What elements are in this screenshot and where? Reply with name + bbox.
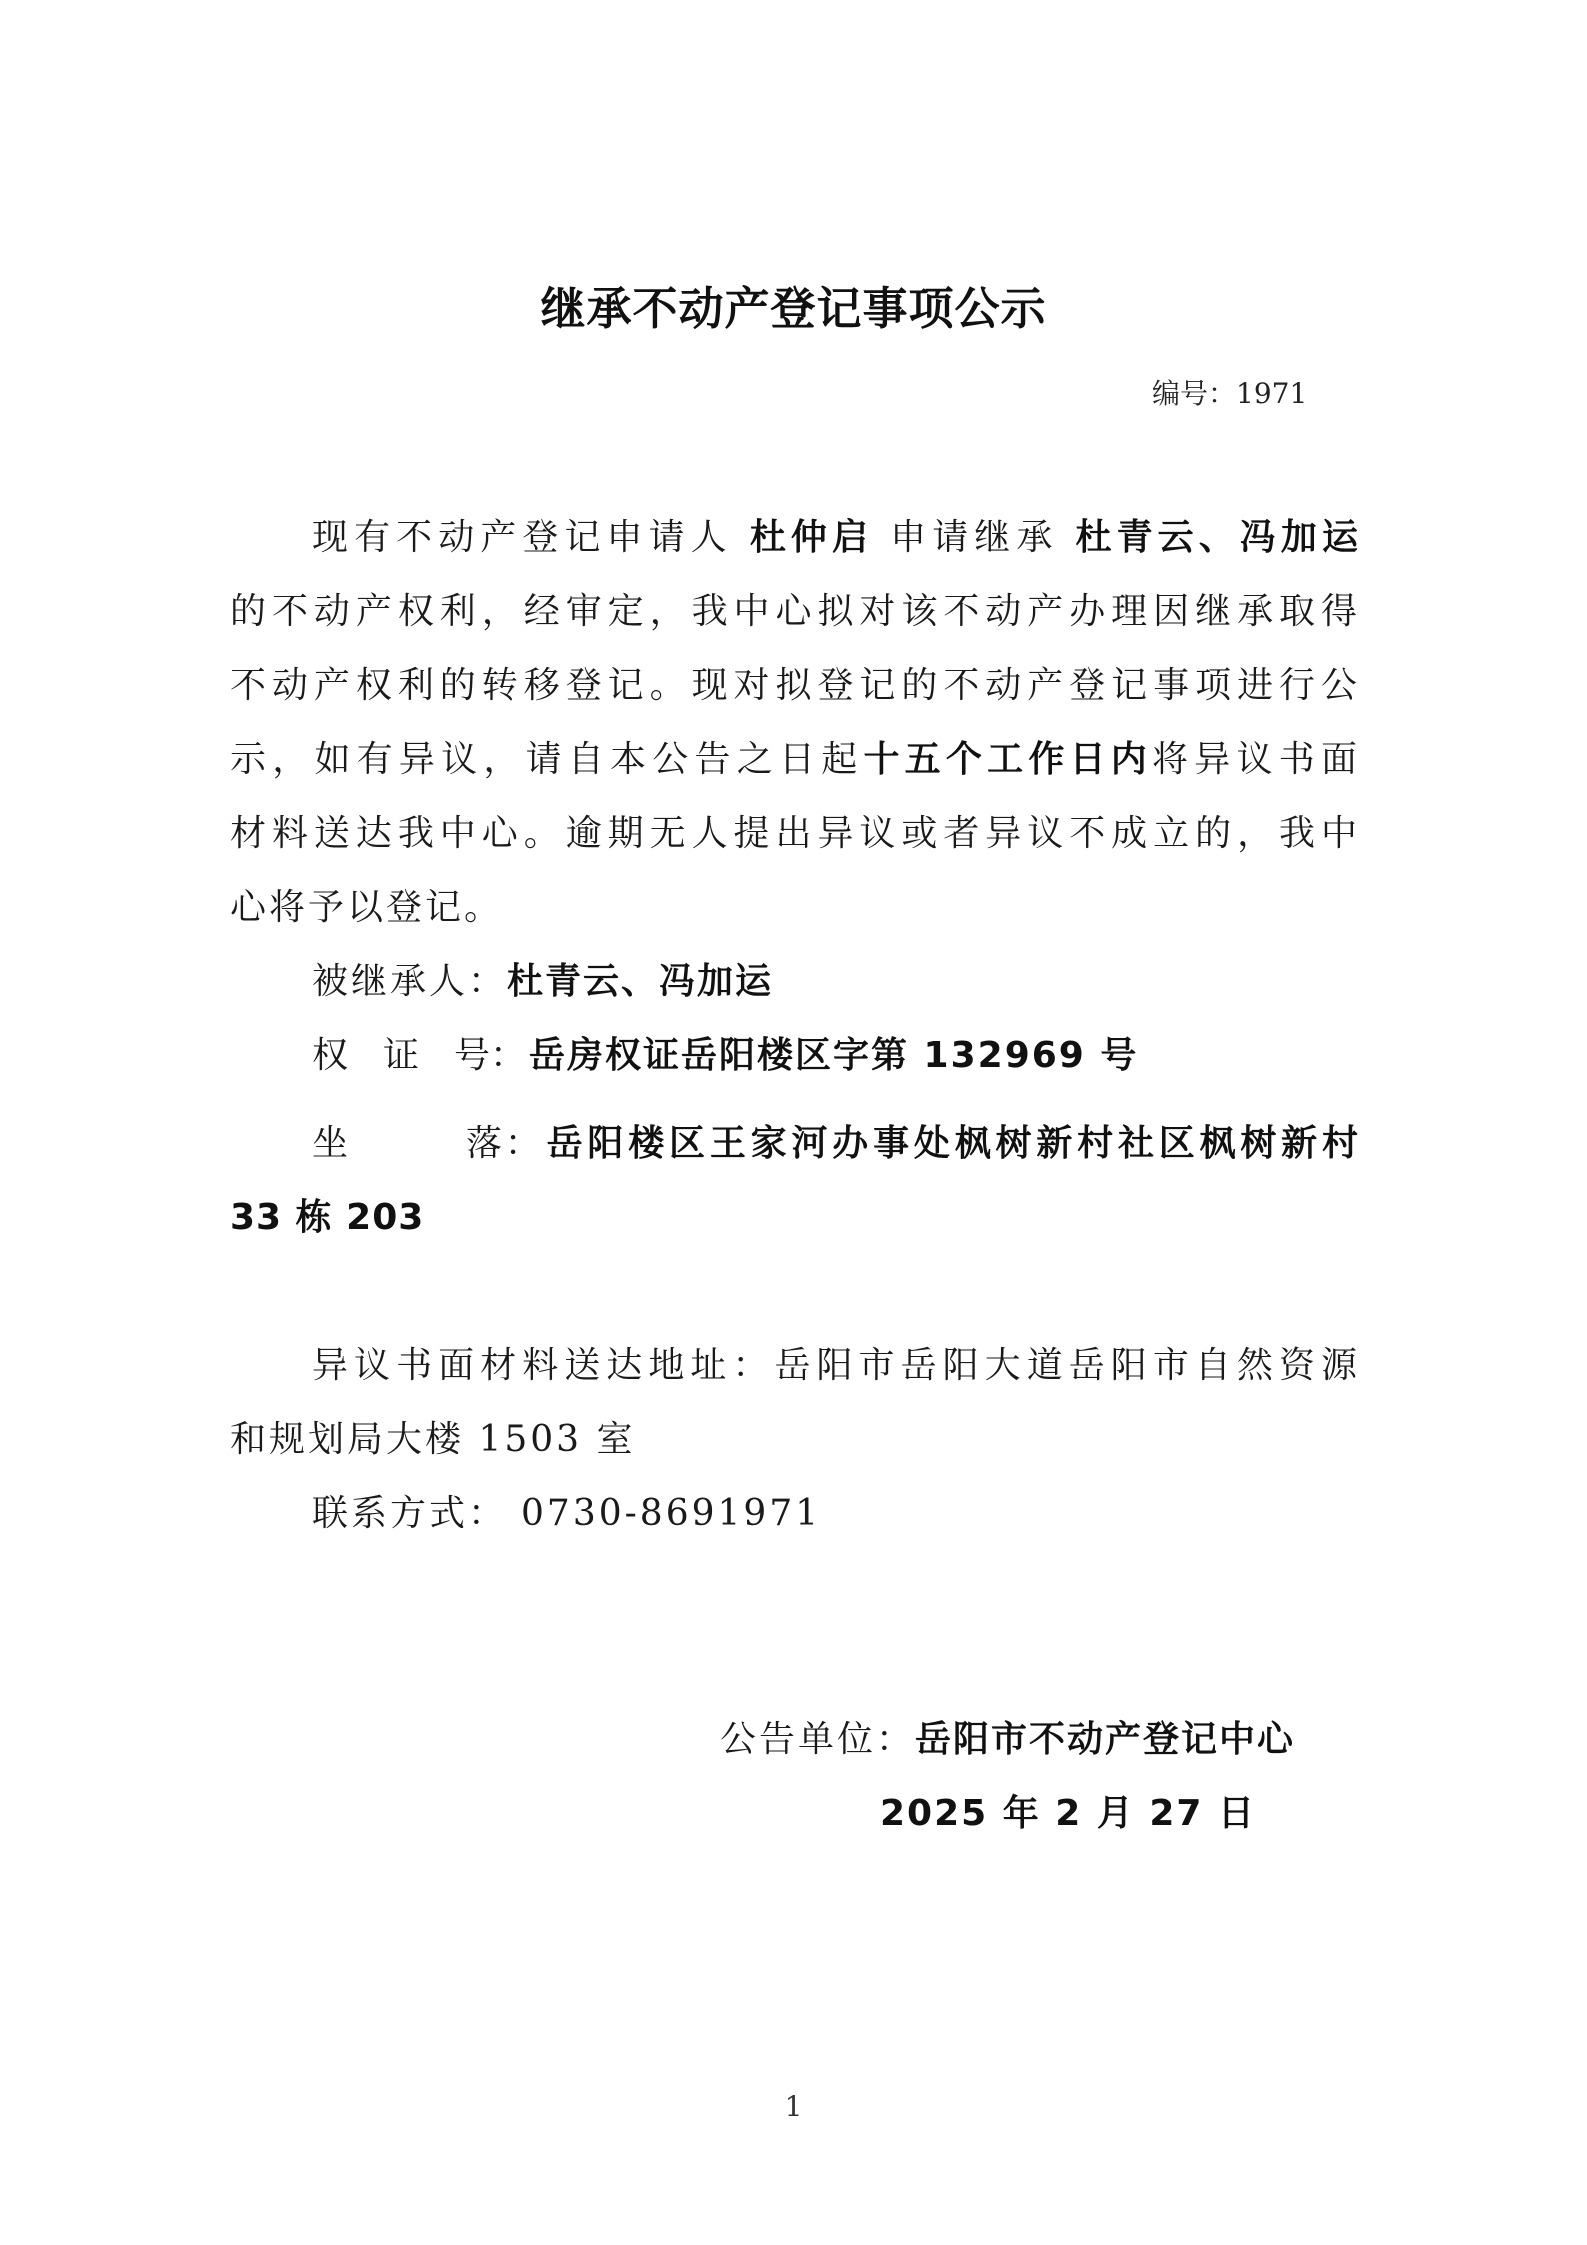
document-number-value: 1971 <box>1236 377 1308 410</box>
objection-address-line-1: 异议书面材料送达地址：岳阳市岳阳大道岳阳市自然资源 <box>312 1345 1360 1386</box>
decedent-names: 杜青云、冯加运 <box>1072 517 1360 558</box>
issuing-unit-name: 岳阳市不动产登记中心 <box>915 1719 1296 1760</box>
contact-field <box>312 1492 1360 1536</box>
page-number: 1 <box>784 2090 803 2123</box>
location-label: 坐 落 <box>312 1123 502 1164</box>
location-value: 岳阳楼区王家河办事处枫树新村社区枫树新村 <box>546 1123 1360 1164</box>
heir-field <box>312 960 1360 1004</box>
inherit-text: 申请继承 <box>887 517 1059 558</box>
location-field-line-1 <box>312 1122 1360 1166</box>
document-number <box>1152 372 1307 412</box>
issuing-unit-label: 公告单位： <box>720 1719 916 1760</box>
paragraph-1-line-1 <box>312 516 1360 560</box>
certificate-colon: ： <box>490 1035 530 1076</box>
issuing-unit <box>720 1718 1295 1762</box>
heir-label: 被继承人： <box>312 961 508 1002</box>
paragraph-1-line-2: 的不动产权利，经审定，我中心拟对该不动产办理因继承取得 <box>230 591 1360 632</box>
applicant-name: 杜仲启 <box>746 517 874 558</box>
paragraph-1-line-5: 材料送达我中心。逾期无人提出异议或者异议不成立的，我中 <box>230 813 1360 854</box>
certificate-value: 岳房权证岳阳楼区字第 132969 号 <box>529 1035 1139 1076</box>
location-field-line-2: 33 栋 203 <box>230 1197 425 1238</box>
contact-value: 0730-8691971 <box>521 1493 822 1534</box>
objection-period: 十五个工作日内 <box>863 739 1153 780</box>
paragraph-1-line-6: 心将予以登记。 <box>230 887 504 928</box>
heir-value: 杜青云、冯加运 <box>507 961 774 1002</box>
document-title: 继承不动产登记事项公示 <box>540 282 1047 335</box>
issue-date: 2025 年 2 月 27 日 <box>880 1793 1257 1834</box>
paragraph-1-line-3: 不动产权利的转移登记。现对拟登记的不动产登记事项进行公 <box>230 665 1360 706</box>
certificate-field <box>312 1034 1360 1078</box>
objection-period-prefix: 示，如有异议，请自本公告之日起 <box>230 739 864 780</box>
document-number-label: 编号： <box>1152 377 1237 410</box>
contact-label: 联系方式： <box>312 1493 508 1534</box>
objection-period-suffix: 将异议书面 <box>1152 739 1360 780</box>
certificate-label: 权 证 号 <box>312 1035 490 1076</box>
paragraph-1-line-4 <box>230 738 1360 782</box>
applicant-prefix: 现有不动产登记申请人 <box>312 517 733 558</box>
objection-address-line-2: 和规划局大楼 1503 室 <box>230 1419 636 1460</box>
location-colon: ： <box>502 1123 547 1164</box>
